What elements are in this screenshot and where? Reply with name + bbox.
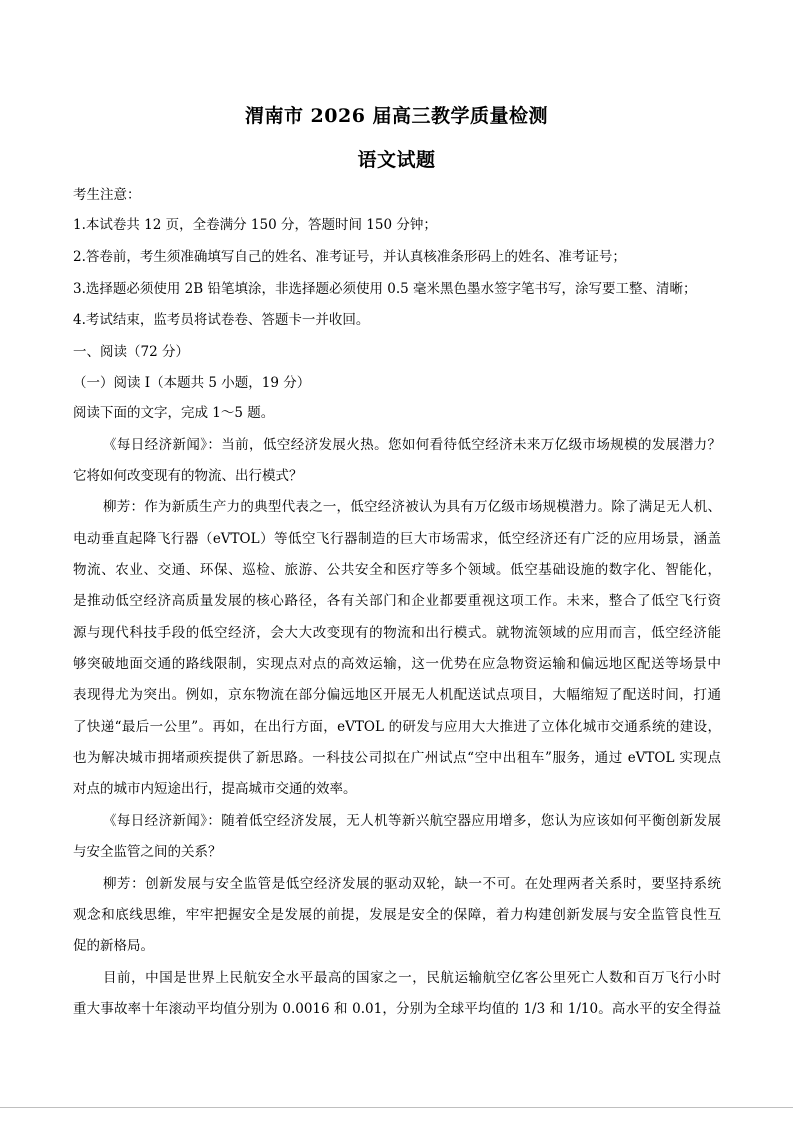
passage-line: 是推动低空经济高质量发展的核心路径，各有关部门和企业都要重视这项工作。未来，整合了低空飞行资: [73, 593, 721, 609]
section-sub-heading: （一）阅读 I（本题共 5 小题，19 分）: [73, 375, 311, 391]
passage-line: 电动垂直起降飞行器（eVTOL）等低空飞行器制造的巨大市场需求，低空经济还有广泛的应用场景，涵盖: [73, 531, 721, 547]
passage-line: 表现得尤为突出。例如，京东物流在部分偏远地区开展无人机配送试点项目，大幅缩短了配送时间，打通: [73, 687, 721, 703]
page-bottom-divider: [0, 1107, 793, 1108]
notice-item: 1.本试卷共 12 页，全卷满分 150 分，答题时间 150 分钟；: [73, 217, 437, 233]
notice-heading: 考生注意：: [73, 187, 141, 203]
passage-line: 也为解决城市拥堵顽疾提供了新思路。一科技公司拟在广州试点“空中出租车”服务，通过 eVTOL 实现点: [73, 750, 721, 766]
passage-line: 观念和底线思维，牢牢把握安全是发展的前提，发展是安全的保障，着力构建创新发展与安全监管良性互: [73, 907, 721, 923]
notice-item: 3.选择题必须使用 2B 铅笔填涂，非选择题必须使用 0.5 毫米黑色墨水签字笔书写，涂写要工整、清晰；: [73, 281, 697, 297]
passage-line: 够突破地面交通的路线限制，实现点对点的高效运输，这一优势在应急物资运输和偏远地区配送等场景中: [73, 656, 721, 672]
passage-line: 促的新格局。: [73, 938, 154, 954]
section-instruction: 阅读下面的文字，完成 1～5 题。: [73, 405, 275, 421]
exam-title: 渭南市 2026 届高三教学质量检测: [244, 105, 549, 127]
passage-line: 《每日经济新闻》：当前，低空经济发展火热。您如何看待低空经济未来万亿级市场规模的发展潜力？: [103, 437, 721, 453]
passage-line: 了快递“最后一公里”。再如，在出行方面，eVTOL 的研发与应用大大推进了立体化城市交通系统的建设，: [73, 719, 721, 735]
exam-subject-title: 语文试题: [357, 149, 436, 171]
passage-line: 对点的城市内短途出行，提高城市交通的效率。: [73, 781, 357, 797]
passage-line: 柳芳：作为新质生产力的典型代表之一，低空经济被认为具有万亿级市场规模潜力。除了满足无人机、: [103, 499, 721, 515]
notice-item: 4.考试结束，监考员将试卷卷、答题卡一并收回。: [73, 312, 370, 328]
notice-item: 2.答卷前，考生须准确填写自己的姓名、准考证号，并认真核准条形码上的姓名、准考证号；: [73, 249, 626, 265]
passage-line: 物流、农业、交通、环保、巡检、旅游、公共安全和医疗等多个领域。低空基础设施的数字化、智能化，: [73, 562, 721, 578]
passage-line: 重大事故率十年滚动平均值分别为 0.0016 和 0.01，分别为全球平均值的 1/3 和 1/10。高水平的安全得益: [73, 1001, 721, 1017]
passage-line: 《每日经济新闻》：随着低空经济发展，无人机等新兴航空器应用增多，您认为应该如何平衡创新发展: [103, 813, 721, 829]
passage-line: 柳芳：创新发展与安全监管是低空经济发展的驱动双轮，缺一不可。在处理两者关系时，要坚持系统: [103, 876, 721, 892]
section-heading: 一、阅读（72 分）: [73, 344, 189, 360]
passage-line: 它将如何改变现有的物流、出行模式？: [73, 468, 303, 484]
passage-line: 源与现代科技手段的低空经济，会大大改变现有的物流和出行模式。就物流领域的应用而言，低空经济能: [73, 625, 721, 641]
passage-line: 与安全监管之间的关系？: [73, 844, 222, 860]
passage-line: 目前，中国是世界上民航安全水平最高的国家之一，民航运输航空亿客公里死亡人数和百万飞行小时: [103, 970, 721, 986]
